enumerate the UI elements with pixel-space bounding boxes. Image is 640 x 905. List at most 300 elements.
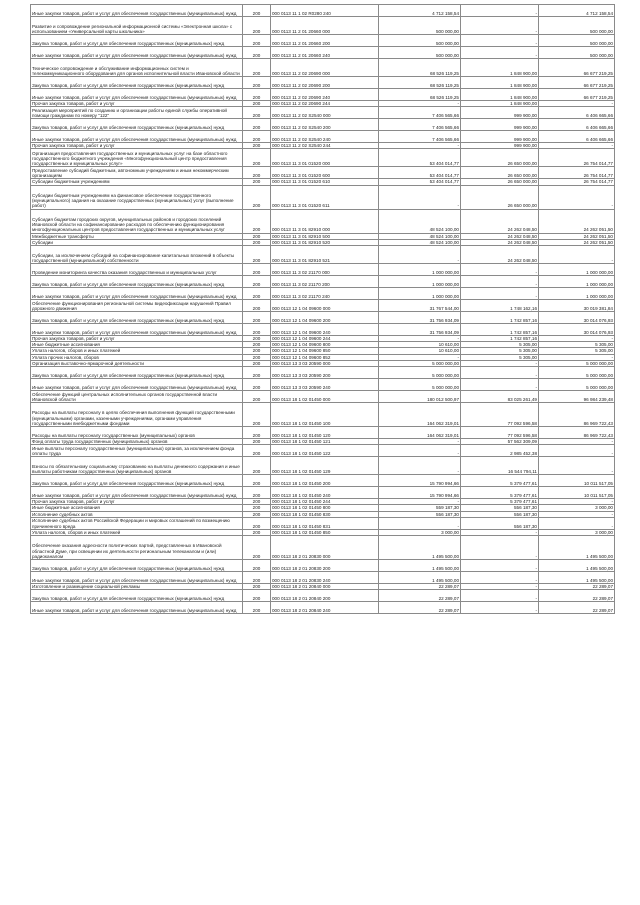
row-code: 200 [243, 185, 271, 209]
row-executed: 1 848 900,00 [461, 59, 539, 77]
row-code: 200 [243, 511, 271, 517]
row-code: 200 [243, 179, 271, 185]
table-row [31, 439, 615, 445]
row-executed: 26 650 000,00 [461, 167, 539, 179]
row-kbk: 000 0113 18 2 01 20830 240 [271, 572, 379, 584]
row-kbk: 000 0113 12 1 04 09600 000 [271, 300, 379, 312]
row-code: 200 [243, 288, 271, 300]
row-code: 200 [243, 149, 271, 167]
row-remaining: 1 000 000,00 [539, 288, 615, 300]
row-kbk: 000 0113 11 3 01 01520 610 [271, 179, 379, 185]
row-kbk: 000 0113 11 2 02 S2540 000 [271, 107, 379, 119]
row-executed: - [461, 47, 539, 59]
row-approved: 48 524 100,00 [379, 239, 461, 245]
row-executed: 5 379 477,61 [461, 499, 539, 505]
row-remaining: 4 712 158,54 [539, 5, 615, 17]
row-kbk: 000 0113 11 2 02 20690 000 [271, 59, 379, 77]
row-approved: 556 187,30 [379, 511, 461, 517]
row-approved: 5 000 000,00 [379, 360, 461, 366]
row-remaining: 3 000,00 [539, 505, 615, 511]
row-code: 200 [243, 336, 271, 342]
row-name: Иные закупки товаров, работ и услуг для обеспечения государственных (муниципальных) нужд [31, 572, 243, 584]
row-name: Иные закупки товаров, работ и услуг для обеспечения государственных (муниципальных) нужд [31, 131, 243, 143]
row-remaining: 10 011 517,05 [539, 475, 615, 487]
row-executed: 26 650 000,00 [461, 149, 539, 167]
row-executed: 5 379 477,61 [461, 487, 539, 499]
row-name: Иные бюджетные ассигнования [31, 505, 243, 511]
row-remaining: 24 262 051,50 [539, 233, 615, 239]
table-row [31, 35, 615, 47]
row-kbk: 000 0113 11 2 02 S2540 240 [271, 131, 379, 143]
row-remaining: 10 011 517,05 [539, 487, 615, 499]
row-remaining: - [539, 517, 615, 529]
row-approved: 22 289,07 [379, 584, 461, 590]
row-name: Закупка товаров, работ и услуг для обеспечения государственных (муниципальных) нужд [31, 560, 243, 572]
row-executed: 26 650 000,00 [461, 185, 539, 209]
row-remaining: 86 969 722,43 [539, 427, 615, 439]
row-name: Реализация мероприятий по созданию и организации работы единой службы оперативной помощи гражданам по номеру "122" [31, 107, 243, 119]
row-code: 200 [243, 572, 271, 584]
table-row [31, 348, 615, 354]
table-row [31, 536, 615, 560]
row-approved: 559 187,30 [379, 505, 461, 511]
row-executed: 26 650 000,00 [461, 179, 539, 185]
row-kbk: 000 0113 11 2 02 20690 244 [271, 101, 379, 107]
row-code: 200 [243, 536, 271, 560]
row-kbk: 000 0113 11 3 02 21170 200 [271, 276, 379, 288]
row-approved: 7 406 565,66 [379, 107, 461, 119]
table-row [31, 457, 615, 475]
table-body [31, 5, 615, 614]
row-code: 200 [243, 457, 271, 475]
table-row [31, 107, 615, 119]
row-name: Взносы по обязательному социальному страхованию на выплаты денежного содержания и иные выплаты работникам государственных (муниципальных) органов [31, 457, 243, 475]
row-code: 200 [243, 529, 271, 535]
row-name: Закупка товаров, работ и услуг для обеспечения государственных (муниципальных) нужд [31, 475, 243, 487]
row-kbk: 000 0113 11 2 02 S2540 200 [271, 119, 379, 131]
row-remaining: 1 495 500,00 [539, 560, 615, 572]
row-remaining: - [539, 143, 615, 149]
row-name: Исполнение судебных актов Российской Федерации и мировых соглашений по возмещению причиненного вреда [31, 517, 243, 529]
row-approved: 31 756 934,09 [379, 312, 461, 324]
row-code: 200 [243, 300, 271, 312]
row-approved: 10 610,00 [379, 348, 461, 354]
row-code: 200 [243, 59, 271, 77]
row-approved: 5 000 000,00 [379, 367, 461, 379]
row-name: Субсидии бюджетным учреждениям на финансовое обеспечение государственного (муниципального) задания на оказание государственных (муниципальных) услуг (выполнение работ) [31, 185, 243, 209]
row-kbk: 000 0113 11 3 01 82910 521 [271, 246, 379, 264]
row-approved: 10 610,00 [379, 342, 461, 348]
row-executed: 24 262 048,50 [461, 246, 539, 264]
row-remaining: 26 754 014,77 [539, 149, 615, 167]
row-approved: 7 406 565,66 [379, 119, 461, 131]
row-name: Фонд оплаты труда государственных (муниципальных) органов [31, 439, 243, 445]
row-kbk: 000 0113 13 3 03 20590 000 [271, 360, 379, 366]
row-approved: - [379, 336, 461, 342]
row-code: 200 [243, 445, 271, 457]
row-remaining: 500 000,00 [539, 17, 615, 35]
row-executed: - [461, 288, 539, 300]
row-name: Субсидии [31, 239, 243, 245]
table-row [31, 276, 615, 288]
row-name: Организация выставочно-ярмарочной деятельности [31, 360, 243, 366]
row-kbk: 000 0113 11 3 01 01520 000 [271, 149, 379, 167]
row-code: 200 [243, 427, 271, 439]
row-code: 200 [243, 348, 271, 354]
row-remaining: - [539, 445, 615, 457]
row-remaining: 24 262 051,50 [539, 239, 615, 245]
row-approved: 53 404 014,77 [379, 149, 461, 167]
row-remaining: - [539, 246, 615, 264]
row-code: 200 [243, 107, 271, 119]
row-remaining: 1 495 500,00 [539, 572, 615, 584]
table-row [31, 77, 615, 89]
row-approved: 164 062 319,01 [379, 427, 461, 439]
row-executed: 16 544 794,11 [461, 457, 539, 475]
row-kbk: 000 0113 12 1 04 09600 240 [271, 324, 379, 336]
row-kbk: 000 0113 18 2 01 20840 240 [271, 602, 379, 614]
row-remaining: 3 000,00 [539, 529, 615, 535]
row-code: 200 [243, 131, 271, 143]
row-approved: 164 062 319,01 [379, 403, 461, 427]
row-name: Предоставление субсидий бюджетным, автономным учреждениям и иным некоммерческим организациям [31, 167, 243, 179]
row-executed: 556 187,30 [461, 505, 539, 511]
row-executed: 24 262 048,50 [461, 233, 539, 239]
row-kbk: 000 0113 18 2 01 20840 000 [271, 584, 379, 590]
row-kbk: 000 0113 11 3 01 01520 611 [271, 185, 379, 209]
row-kbk: 000 0113 11 2 02 20690 200 [271, 77, 379, 89]
row-remaining: - [539, 354, 615, 360]
row-remaining: 66 677 219,25 [539, 89, 615, 101]
row-executed: 556 187,30 [461, 517, 539, 529]
row-kbk: 000 0113 11 3 01 82910 000 [271, 209, 379, 233]
row-executed: 1 848 900,00 [461, 89, 539, 101]
row-remaining: - [539, 439, 615, 445]
row-code: 200 [243, 475, 271, 487]
row-executed: 1 848 900,00 [461, 101, 539, 107]
row-remaining: 1 000 000,00 [539, 276, 615, 288]
row-approved: - [379, 246, 461, 264]
row-approved: - [379, 499, 461, 505]
row-name: Исполнение судебных актов [31, 511, 243, 517]
row-name: Уплата налогов, сборов и иных платежей [31, 529, 243, 535]
row-kbk: 000 0113 13 3 03 20590 240 [271, 379, 379, 391]
row-remaining: - [539, 336, 615, 342]
row-executed: 5 305,00 [461, 354, 539, 360]
row-kbk: 000 0113 12 1 04 09600 852 [271, 354, 379, 360]
row-name: Прочая закупка товаров, работ и услуг [31, 499, 243, 505]
row-code: 200 [243, 403, 271, 427]
row-executed: 83 025 261,49 [461, 391, 539, 403]
table-row [31, 209, 615, 233]
row-remaining: 1 495 500,00 [539, 536, 615, 560]
row-code: 200 [243, 590, 271, 602]
row-code: 200 [243, 246, 271, 264]
row-executed: - [461, 17, 539, 35]
row-kbk: 000 0113 18 1 02 01450 830 [271, 511, 379, 517]
row-name: Субсидии бюджетным учреждениям [31, 179, 243, 185]
row-remaining: 5 305,00 [539, 342, 615, 348]
table-row [31, 475, 615, 487]
row-name: Закупка товаров, работ и услуг для обеспечения государственных (муниципальных) нужд [31, 35, 243, 47]
row-name: Прочая закупка товаров, работ и услуг [31, 101, 243, 107]
row-kbk: 000 0113 11 2 01 20660 000 [271, 17, 379, 35]
row-executed: - [461, 584, 539, 590]
row-kbk: 000 0113 18 1 02 01450 831 [271, 517, 379, 529]
row-name: Субсидии, за исключением субсидий на софинансирование капитальных вложений в объекты государственной (муниципальной) собственности [31, 246, 243, 264]
row-kbk: 000 0113 18 1 02 01450 800 [271, 505, 379, 511]
row-executed: - [461, 529, 539, 535]
row-name: Иные закупки товаров, работ и услуг для обеспечения государственных (муниципальных) нужд [31, 602, 243, 614]
row-approved: 500 000,00 [379, 35, 461, 47]
row-remaining: 22 289,07 [539, 602, 615, 614]
row-executed: 24 262 048,50 [461, 239, 539, 245]
row-name: Уплата налогов, сборов и иных платежей [31, 348, 243, 354]
row-remaining: 30 014 076,93 [539, 312, 615, 324]
row-remaining: - [539, 511, 615, 517]
row-kbk: 000 0113 18 2 01 20830 200 [271, 560, 379, 572]
row-approved: 5 000 000,00 [379, 379, 461, 391]
table-row [31, 300, 615, 312]
row-remaining: - [539, 499, 615, 505]
table-row [31, 560, 615, 572]
row-name: Иные закупки товаров, работ и услуг для обеспечения государственных (муниципальных) нужд [31, 5, 243, 17]
row-kbk: 000 0113 12 1 04 09600 850 [271, 348, 379, 354]
row-kbk: 000 0113 18 1 02 01450 000 [271, 391, 379, 403]
row-remaining: 1 000 000,00 [539, 264, 615, 276]
table-row [31, 572, 615, 584]
row-executed: 1 742 857,16 [461, 312, 539, 324]
table-row [31, 47, 615, 59]
table-row [31, 312, 615, 324]
row-executed: - [461, 536, 539, 560]
table-row [31, 367, 615, 379]
row-approved: 53 404 014,77 [379, 167, 461, 179]
row-approved: 22 289,07 [379, 602, 461, 614]
row-name: Иные выплаты персоналу государственных (муниципальных) органов, за исключением фонда оплаты труда [31, 445, 243, 457]
row-executed: 1 742 857,16 [461, 336, 539, 342]
table-row [31, 149, 615, 167]
row-remaining: 5 000 000,00 [539, 379, 615, 391]
row-executed: 5 379 477,61 [461, 475, 539, 487]
row-kbk: 000 0113 18 2 01 20840 200 [271, 590, 379, 602]
row-executed: 999 900,00 [461, 143, 539, 149]
row-kbk: 000 0113 18 1 02 01450 244 [271, 499, 379, 505]
row-code: 200 [243, 324, 271, 336]
row-code: 200 [243, 517, 271, 529]
row-code: 200 [243, 360, 271, 366]
row-approved: 68 526 119,25 [379, 89, 461, 101]
row-approved: 53 404 014,77 [379, 179, 461, 185]
row-approved: 68 526 119,25 [379, 59, 461, 77]
row-name: Иные бюджетные ассигнования [31, 342, 243, 348]
row-approved: - [379, 143, 461, 149]
table-row [31, 59, 615, 77]
row-name: Изготовление и размещение социальной рекламы [31, 584, 243, 590]
row-kbk: 000 0113 18 1 02 01450 129 [271, 457, 379, 475]
table-row [31, 391, 615, 403]
row-name: Субсидия бюджетам городских округов, муниципальных районов и городских поселений Ивановской области на софинансирование расходов по обеспечению функционирования многофункциональных центров предоставления государственных и муниципальных услуг [31, 209, 243, 233]
table-row [31, 167, 615, 179]
table-row [31, 131, 615, 143]
row-approved: - [379, 101, 461, 107]
row-code: 200 [243, 17, 271, 35]
table-row [31, 590, 615, 602]
row-kbk: 000 0113 11 3 02 21170 000 [271, 264, 379, 276]
row-code: 200 [243, 602, 271, 614]
row-kbk: 000 0113 18 1 02 01450 200 [271, 475, 379, 487]
row-remaining: - [539, 101, 615, 107]
row-code: 200 [243, 101, 271, 107]
row-name: Иные закупки товаров, работ и услуг для обеспечения государственных (муниципальных) нужд [31, 47, 243, 59]
row-name: Расходы на выплаты персоналу государственных (муниципальных) органов [31, 427, 243, 439]
row-name: Прочая закупка товаров, работ и услуг [31, 143, 243, 149]
row-approved: 31 756 934,09 [379, 324, 461, 336]
table-row [31, 5, 615, 17]
row-kbk: 000 0113 11 2 02 S2540 244 [271, 143, 379, 149]
row-remaining: 5 305,00 [539, 348, 615, 354]
row-kbk: 000 0113 11 1 02 R0280 240 [271, 5, 379, 17]
table-row [31, 17, 615, 35]
row-approved: - [379, 354, 461, 360]
row-executed: - [461, 379, 539, 391]
row-code: 200 [243, 584, 271, 590]
row-code: 200 [243, 264, 271, 276]
row-approved: - [379, 185, 461, 209]
row-kbk: 000 0113 11 3 01 82910 520 [271, 239, 379, 245]
table-row [31, 517, 615, 529]
row-name: Проведение мониторинга качества оказания государственных и муниципальных услуг [31, 264, 243, 276]
row-code: 200 [243, 312, 271, 324]
table-row [31, 445, 615, 457]
row-code: 200 [243, 505, 271, 511]
row-approved: 3 000,00 [379, 529, 461, 535]
row-executed: - [461, 360, 539, 366]
row-executed: - [461, 572, 539, 584]
row-name: Иные закупки товаров, работ и услуг для обеспечения государственных (муниципальных) нужд [31, 379, 243, 391]
row-code: 200 [243, 276, 271, 288]
table-row [31, 324, 615, 336]
table-row [31, 379, 615, 391]
row-code: 200 [243, 119, 271, 131]
row-approved: 180 012 500,97 [379, 391, 461, 403]
row-name: Иные закупки товаров, работ и услуг для обеспечения государственных (муниципальных) нужд [31, 324, 243, 336]
row-remaining: - [539, 457, 615, 475]
row-executed: 556 187,30 [461, 511, 539, 517]
row-approved: 1 495 500,00 [379, 572, 461, 584]
row-approved: 1 000 000,00 [379, 288, 461, 300]
row-code: 200 [243, 5, 271, 17]
row-name: Закупка товаров, работ и услуг для обеспечения государственных (муниципальных) нужд [31, 119, 243, 131]
row-approved: 4 712 158,54 [379, 5, 461, 17]
row-kbk: 000 0113 18 1 02 01450 121 [271, 439, 379, 445]
row-code: 200 [243, 487, 271, 499]
row-remaining: 6 406 665,66 [539, 119, 615, 131]
row-code: 200 [243, 77, 271, 89]
table-row [31, 89, 615, 101]
row-kbk: 000 0113 18 1 02 01450 122 [271, 445, 379, 457]
row-name: Техническое сопровождение и обслуживание информационных систем и телекоммуникационного оборудования для органов исполнительной власти Ивановской области [31, 59, 243, 77]
row-executed: 999 900,00 [461, 119, 539, 131]
row-kbk: 000 0113 18 1 02 01450 100 [271, 403, 379, 427]
row-remaining: 6 406 665,66 [539, 131, 615, 143]
row-remaining: 22 289,07 [539, 584, 615, 590]
row-executed: - [461, 5, 539, 17]
row-kbk: 000 0113 11 3 01 82910 500 [271, 233, 379, 239]
row-name: Закупка товаров, работ и услуг для обеспечения государственных (муниципальных) нужд [31, 312, 243, 324]
row-kbk: 000 0113 12 1 04 09600 200 [271, 312, 379, 324]
row-approved: - [379, 445, 461, 457]
row-remaining: 5 000 000,00 [539, 360, 615, 366]
row-name: Иные закупки товаров, работ и услуг для обеспечения государственных (муниципальных) нужд [31, 89, 243, 101]
row-executed: 24 262 048,50 [461, 209, 539, 233]
row-code: 200 [243, 499, 271, 505]
row-kbk: 000 0113 11 2 02 20690 240 [271, 89, 379, 101]
table-row [31, 119, 615, 131]
row-executed: 1 742 857,16 [461, 324, 539, 336]
row-executed: 57 562 309,09 [461, 439, 539, 445]
row-code: 200 [243, 379, 271, 391]
row-code: 200 [243, 209, 271, 233]
row-remaining: 66 677 219,25 [539, 59, 615, 77]
row-remaining: 22 289,07 [539, 590, 615, 602]
row-code: 200 [243, 35, 271, 47]
row-approved: 1 000 000,00 [379, 276, 461, 288]
row-approved: 7 406 565,66 [379, 131, 461, 143]
row-remaining: 26 754 014,77 [539, 179, 615, 185]
row-code: 200 [243, 89, 271, 101]
row-approved: 22 289,07 [379, 590, 461, 602]
row-executed: - [461, 264, 539, 276]
row-code: 200 [243, 233, 271, 239]
row-code: 200 [243, 367, 271, 379]
row-approved: 15 790 994,66 [379, 475, 461, 487]
row-name: Иные закупки товаров, работ и услуг для обеспечения государственных (муниципальных) нужд [31, 487, 243, 499]
row-approved: 1 495 500,00 [379, 560, 461, 572]
table-row [31, 487, 615, 499]
row-executed: - [461, 560, 539, 572]
row-kbk: 000 0113 12 1 04 09600 800 [271, 342, 379, 348]
row-kbk: 000 0113 11 3 02 21170 240 [271, 288, 379, 300]
row-name: Организация предоставления государственных и муниципальных услуг на базе областного государственного бюджетного учреждения «Многофункциональный центр предоставления государственных и муниципальных услуг» [31, 149, 243, 167]
row-remaining: 500 000,00 [539, 47, 615, 59]
row-name: Расходы на выплаты персоналу в целях обеспечения выполнения функций государственными (муниципальными) органами, казенными учреждениями, органами управления государственными внебюджетными фондами [31, 403, 243, 427]
row-code: 200 [243, 47, 271, 59]
row-name: Уплата прочих налогов, сборов [31, 354, 243, 360]
row-name: Межбюджетные трансферты [31, 233, 243, 239]
table-row [31, 427, 615, 439]
row-executed: 999 900,00 [461, 131, 539, 143]
row-remaining: 6 406 665,66 [539, 107, 615, 119]
row-approved: 500 000,00 [379, 47, 461, 59]
row-name: Иные закупки товаров, работ и услуг для обеспечения государственных (муниципальных) нужд [31, 288, 243, 300]
row-remaining: - [539, 185, 615, 209]
row-kbk: 000 0113 12 1 04 09600 244 [271, 336, 379, 342]
row-approved: 68 526 119,25 [379, 77, 461, 89]
table-row [31, 246, 615, 264]
row-name: Закупка товаров, работ и услуг для обеспечения государственных (муниципальных) нужд [31, 367, 243, 379]
row-executed: 2 985 452,38 [461, 445, 539, 457]
row-name: Прочая закупка товаров, работ и услуг [31, 336, 243, 342]
row-kbk: 000 0113 18 1 02 01450 240 [271, 487, 379, 499]
row-code: 200 [243, 354, 271, 360]
row-approved: 500 000,00 [379, 17, 461, 35]
row-remaining: 30 019 381,84 [539, 300, 615, 312]
row-remaining: 500 000,00 [539, 35, 615, 47]
row-approved: - [379, 517, 461, 529]
row-executed: 1 748 162,16 [461, 300, 539, 312]
row-name: Закупка товаров, работ и услуг для обеспечения государственных (муниципальных) нужд [31, 77, 243, 89]
